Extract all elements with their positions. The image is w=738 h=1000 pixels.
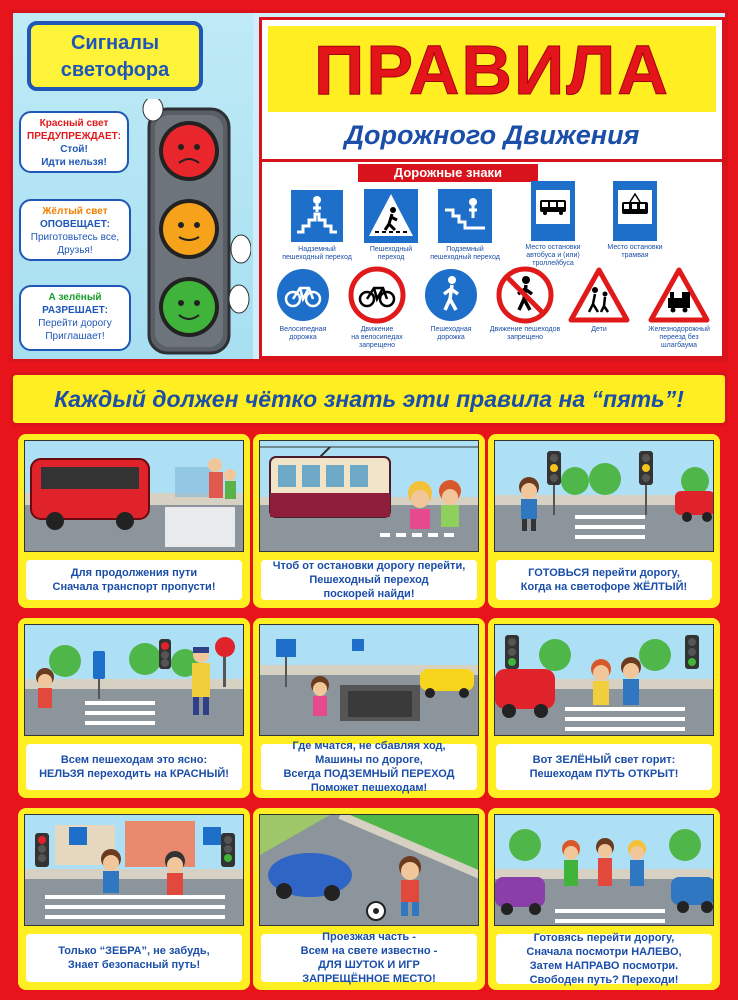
rule-caption <box>496 560 712 600</box>
sign-label: Пешеходная дорожка <box>430 326 472 341</box>
yellow-signal-text: Приготовьтесь все, Друзья! <box>30 232 120 256</box>
signals-title <box>27 21 203 91</box>
police-scene <box>24 624 244 736</box>
rule-caption <box>26 934 242 982</box>
road-signs-header: Дорожные знаки <box>358 164 538 182</box>
crosswalk-sign-icon <box>363 188 419 244</box>
no-pedestrians-sign <box>488 266 562 342</box>
rule-card <box>253 434 485 608</box>
traffic-light-panel <box>13 13 253 359</box>
rule-card <box>18 808 250 990</box>
no-bicycles-sign-icon <box>348 266 406 324</box>
rule-caption <box>261 740 477 794</box>
crosswalk-sign <box>354 188 428 262</box>
sign-label: Пешеходный переход <box>369 246 413 261</box>
green-signal-verb: РАЗРЕШАЕТ: <box>42 305 108 316</box>
red-signal-lead: Красный свет <box>39 118 109 129</box>
sign-label: Надземный пешеходный переход <box>282 246 352 261</box>
tram-scene <box>259 440 479 552</box>
poster-title: ПРАВИЛА <box>314 31 670 109</box>
rule-card <box>488 808 720 990</box>
bus-stop-scene <box>24 440 244 552</box>
sign-label: Дети <box>591 326 607 333</box>
signals-title-text: Сигналы светофора <box>60 32 170 81</box>
underpass-sign-icon <box>437 188 493 244</box>
rule-caption <box>261 560 477 600</box>
rule-card <box>488 618 720 798</box>
road-signs-panel <box>259 159 725 359</box>
overpass-sign <box>280 188 354 262</box>
rule-caption-text: Чтоб от остановки дорогу перейти, Пешеходный переход поскорей найди! <box>272 560 466 600</box>
no-pedestrians-sign-icon <box>496 266 554 324</box>
rule-caption-text: ГОТОВЬСЯ перейти дорогу, Когда на светофоре ЖЁЛТЫЙ! <box>520 567 688 593</box>
rule-caption <box>26 744 242 790</box>
sign-label: Место остановки автобуса и (или) троллейбуса <box>525 244 581 267</box>
tram-stop-sign-icon <box>612 180 658 242</box>
rule-caption <box>496 744 712 790</box>
traffic-light-character <box>141 99 251 355</box>
rule-caption-text: Готовясь перейти дорогу, Сначала посмотри НАЛЕВО, Затем НАПРАВО посмотри. Свободен путь? Переходи! <box>526 932 682 986</box>
bus-stop-sign <box>516 180 590 268</box>
sign-label: Велосипедная дорожка <box>279 326 327 341</box>
rule-caption-text: Для продолжения пути Сначала транспорт пропусти! <box>52 567 216 593</box>
green-signal-text: Перейти дорогу Приглашает! <box>38 318 112 342</box>
children-sign-icon <box>568 266 630 324</box>
look-both-ways-scene <box>494 814 714 926</box>
rule-card <box>18 618 250 798</box>
rule-caption-text: Где мчатся, не сбавляя ход, Машины по дороге, Всегда ПОДЗЕМНЫЙ ПЕРЕХОД Поможет пешеходам! <box>283 740 455 794</box>
green-signal-lead: А зелёный <box>48 292 102 303</box>
railway-crossing-sign-icon <box>648 266 710 324</box>
underpass-sign <box>428 188 502 262</box>
rule-card <box>253 618 485 798</box>
footpath-sign-icon <box>422 266 480 324</box>
yellow-signal-verb: ОПОВЕЩАЕТ: <box>39 219 111 230</box>
red-signal-bubble <box>19 111 129 173</box>
zebra-scene <box>24 814 244 926</box>
yellow-signal-lead: Жёлтый свет <box>42 206 108 217</box>
underpass-scene <box>259 624 479 736</box>
rule-caption <box>261 931 477 985</box>
rules-banner-text: Каждый должен чётко знать эти правила на “пять”! <box>54 386 684 412</box>
rule-caption <box>496 934 712 984</box>
sign-label: Движение на велосипедах запрещено <box>351 326 403 349</box>
yellow-light-scene <box>494 440 714 552</box>
green-light-scene <box>494 624 714 736</box>
no-bicycles-sign <box>340 266 414 350</box>
ball-scene <box>259 814 479 926</box>
bicycle-path-sign-icon <box>274 266 332 324</box>
rule-caption <box>26 560 242 600</box>
top-section <box>10 10 728 362</box>
rule-card <box>488 434 720 608</box>
rule-caption-text: Всем пешеходам это ясно: НЕЛЬЗЯ переходить на КРАСНЫЙ! <box>39 754 229 780</box>
sign-label: Подземный пешеходный переход <box>430 246 500 261</box>
rule-caption-text: Только “ЗЕБРА”, не забудь, Знает безопасный путь! <box>58 945 210 971</box>
footpath-sign <box>414 266 488 342</box>
yellow-signal-bubble <box>19 199 131 261</box>
green-signal-bubble <box>19 285 131 351</box>
sign-label: Железнодорожный переезд без шлагбаума <box>648 326 710 349</box>
rules-banner <box>10 372 728 426</box>
overpass-sign-icon <box>289 188 345 244</box>
sign-label: Движение пешеходов запрещено <box>489 326 561 341</box>
railway-crossing-sign <box>642 266 716 350</box>
poster-subtitle: Дорожного Движения <box>344 120 640 150</box>
children-sign <box>562 266 636 334</box>
rule-caption-text: Проезжая часть - Всем на свете известно - ДЛЯ ШУТОК И ИГР ЗАПРЕЩЁННОЕ МЕСТО! <box>300 931 438 985</box>
red-signal-verb: ПРЕДУПРЕЖДАЕТ: <box>27 131 121 142</box>
title-box <box>268 26 716 112</box>
bicycle-path-sign <box>266 266 340 342</box>
bus-stop-sign-icon <box>530 180 576 242</box>
rule-caption-text: Вот ЗЕЛЁНЫЙ свет горит: Пешеходам ПУТЬ ОТКРЫТ! <box>529 754 679 780</box>
tram-stop-sign <box>598 180 672 260</box>
sign-label: Место остановки трамвая <box>607 244 663 259</box>
red-signal-text: Стой! Идти нельзя! <box>41 144 107 168</box>
rule-card <box>18 434 250 608</box>
rule-card <box>253 808 485 990</box>
